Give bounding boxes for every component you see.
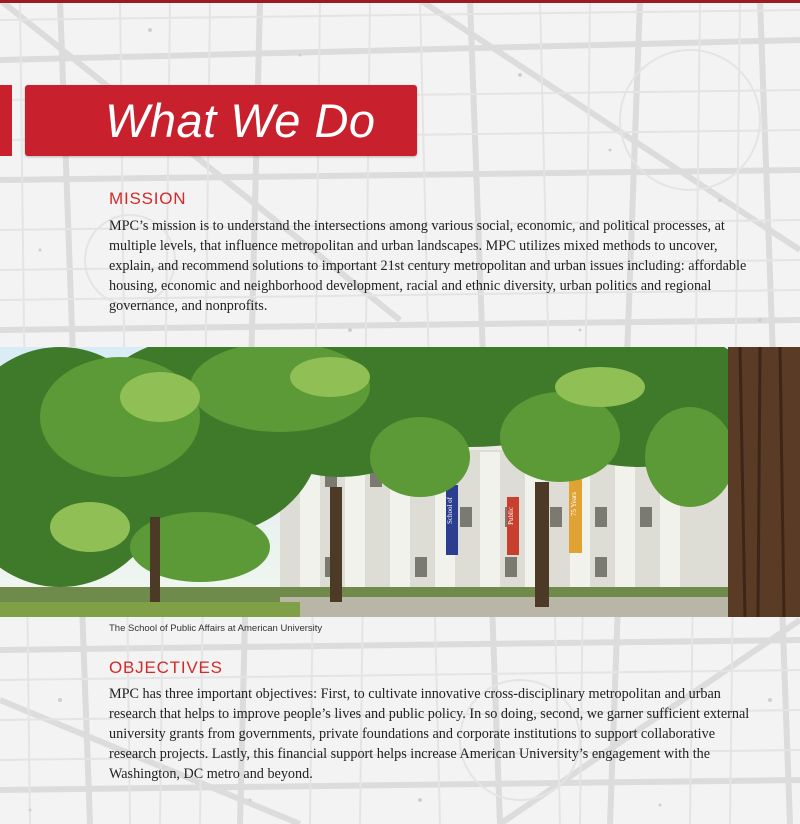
objectives-body: MPC has three important objectives: First, to cultivate innovative cross-disciplinary metropolitan and urban research that helps to improve people’s lives and public policy. In so doing, second, we garner sufficient external university grants from governments, private foundations and corporate institutions to support collaborative research projects. Lastly, this financial support helps increase American University’s engagement with the Washington, DC metro and beyond.	[109, 686, 750, 782]
mission-body: MPC’s mission is to understand the intersections among various social, economic, and political processes, at multiple levels, that influence metropolitan and urban landscapes. MPC utilizes mixed methods to uncover, explain, and recommend solutions to important 21st century metropolitan and urban issues including: affordable housing, economic and neighborhood development, racial and ethnic diversity, urban politics and regional governance, and nonprofits.	[109, 218, 747, 314]
page-title: What We Do	[105, 94, 376, 147]
banner-label-75-years: 75 Years	[570, 492, 578, 517]
objectives-heading: OBJECTIVES	[109, 658, 223, 677]
title-accent-tab	[0, 85, 12, 156]
mission-heading: MISSION	[109, 189, 187, 208]
banner-label-public: Public	[507, 507, 515, 525]
top-rule	[0, 0, 800, 3]
photo-caption: The School of Public Affairs at American University	[109, 623, 323, 634]
title-banner	[25, 85, 417, 156]
banner-label-school: School of	[446, 497, 454, 525]
school-building-photo	[0, 347, 800, 617]
